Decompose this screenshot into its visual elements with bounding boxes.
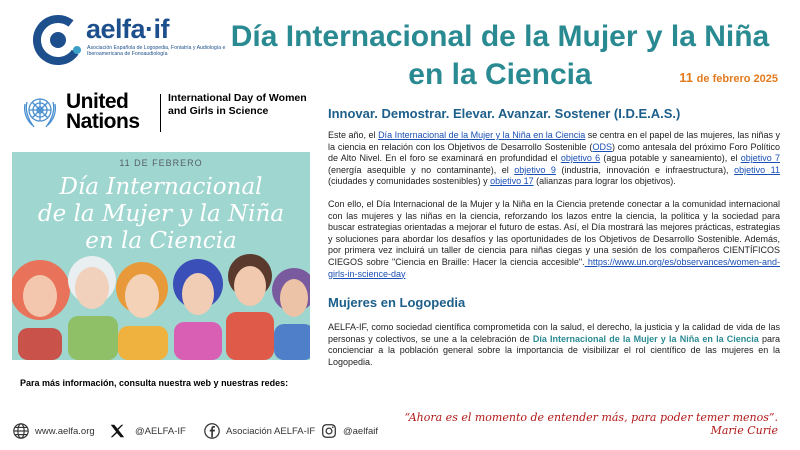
x-link-label: @AELFA-IF (135, 425, 186, 437)
un-observance-link[interactable]: https://www.un.org/es/observances/women-and-girls-in-science-day (328, 256, 780, 279)
quote-author: Marie Curie (710, 424, 778, 437)
poster-date: 11 DE FEBRERO (119, 158, 203, 168)
portrait-3 (116, 262, 168, 360)
objetivo-11-link[interactable]: objetivo 11 (734, 164, 780, 175)
p1-text-5: (energía asequible y no contaminante), el (328, 164, 515, 175)
portrait-4 (173, 259, 223, 360)
objetivo-9-link[interactable]: objetivo 9 (514, 164, 556, 175)
x-logo-icon (108, 422, 126, 440)
event-date-rest: de febrero 2025 (696, 73, 778, 85)
aelfa-logo-subtitle: Asociación Española de Logopedia, Foniatría y Audiología e Iberoamericana de Fonoaudiología (87, 45, 226, 58)
p1-text-7: (ciudades y comunidades sostenibles) y (328, 176, 491, 187)
facebook-link-label: Asociación AELFA-IF (226, 425, 316, 437)
ods-link[interactable]: ODS (592, 141, 612, 152)
objetivo-6-link[interactable]: objetivo 6 (560, 153, 601, 164)
p1-text-1: Este año, el (328, 130, 379, 140)
main-content (328, 106, 780, 369)
quote-text: “Ahora es el momento de entender más, para poder temer menos”. (404, 411, 778, 424)
section-heading: Mujeres en Logopedia (328, 295, 466, 311)
web-link-label: www.aelfa.org (35, 425, 95, 437)
aelfa-logo-name: aelfa·if (86, 14, 170, 44)
aelfa-logo (32, 12, 226, 72)
intro-paragraph (328, 130, 780, 188)
un-logo-block (18, 90, 318, 136)
poster-title (12, 174, 310, 255)
poster-title-line1: Día Internacional (59, 174, 263, 200)
second-paragraph (328, 199, 780, 280)
women-scientists-illustration (12, 250, 310, 360)
event-date-day: 11 (679, 70, 694, 85)
page-title-line2: en la Ciencia (408, 58, 592, 91)
p2-text: Con ello, el Día Internacional de la Mujer y la Niña en la Ciencia pretende conectar a la comunidad internacional con las mujeres y las niñas en la ciencia, reforzando los lazos entre la ciencia, la política y la sociedad para buscar estrategias orientadas a mejorar el futuro de estas. Así, el Día mostrará las mejores prácticas, estrategias y soluciones para abordar los desafíos y las oportunidades de los Objetivos de Desarrollo Sostenible. Además, por primera vez incluirá un taller de ciencia para niñas ciegas y una sesión de los compañeros CIENTÍFICOS CIEGOS sobre "Ciencia en Braille: Hacer la ciencia accesible". (328, 198, 780, 267)
p1-text-3: ) como antesala del próximo Foro Político de Alto Nivel. En el foro se examinará en profundidad el (328, 141, 781, 164)
more-info-text: Para más información, consulta nuestra web y nuestras redes: (20, 378, 289, 388)
page-title-line1: Día Internacional de la Mujer y la Niña (230, 20, 770, 53)
logopedia-paragraph (328, 322, 780, 368)
p3-highlight: Día Internacional de la Mujer y la Niña en la Ciencia (532, 333, 759, 344)
un-emblem-icon (20, 92, 60, 132)
aelfa-logo-mark-icon (32, 14, 84, 66)
portrait-6 (272, 268, 310, 360)
web-link[interactable] (12, 421, 95, 441)
un-name-line2: Nations (66, 110, 140, 133)
poster-title-line2: de la Mujer y la Niña (37, 201, 285, 227)
instagram-link[interactable] (320, 421, 378, 441)
poster-title-line3: en la Ciencia (85, 228, 237, 254)
x-link[interactable] (108, 421, 186, 441)
un-divider (160, 94, 161, 132)
un-name-line1: United (66, 90, 129, 113)
objetivo-17-link[interactable]: objetivo 17 (490, 176, 534, 187)
event-poster (12, 152, 310, 360)
p1-text-2: se centra en el papel de las mujeres, las niñas y la ciencia en relación con los Objetivos de Desarrollo Sostenible ( (328, 130, 780, 152)
un-event-title: International Day of Women and Girls in Science (168, 92, 307, 117)
p1-text-4: (agua potable y saneamiento), el (600, 153, 741, 164)
p1-text-6: (industria, innovación e infraestructura), (555, 164, 735, 175)
facebook-icon (203, 422, 221, 440)
motto-heading: Innovar. Demostrar. Elevar. Avanzar. Sostener (I.D.E.A.S.) (328, 106, 681, 121)
p3-text-1: AELFA-IF, como sociedad científica comprometida con la salud, el derecho, la justicia y la calidad de vida de las personas y colectivos, se une a la celebración de (328, 322, 780, 344)
portrait-2 (68, 256, 118, 360)
instagram-link-label: @aelfaif (343, 425, 378, 437)
portrait-1 (12, 260, 70, 360)
globe-icon (12, 422, 30, 440)
portrait-5 (226, 254, 274, 360)
event-date (679, 70, 778, 85)
un-name (66, 92, 140, 132)
p1-text-8: (alianzas para lograr los objetivos). (533, 176, 676, 187)
p3-text-2: para concienciar a la población general sobre la importancia de visibilizar el rol científico de las mujeres en la Logopedia. (328, 333, 780, 367)
facebook-link[interactable] (203, 421, 315, 441)
day-link[interactable]: Día Internacional de la Mujer y la Niña en la Ciencia (378, 130, 586, 140)
marie-curie-quote (405, 411, 778, 437)
objetivo-7-link[interactable]: objetivo 7 (740, 153, 780, 164)
instagram-icon (320, 422, 338, 440)
